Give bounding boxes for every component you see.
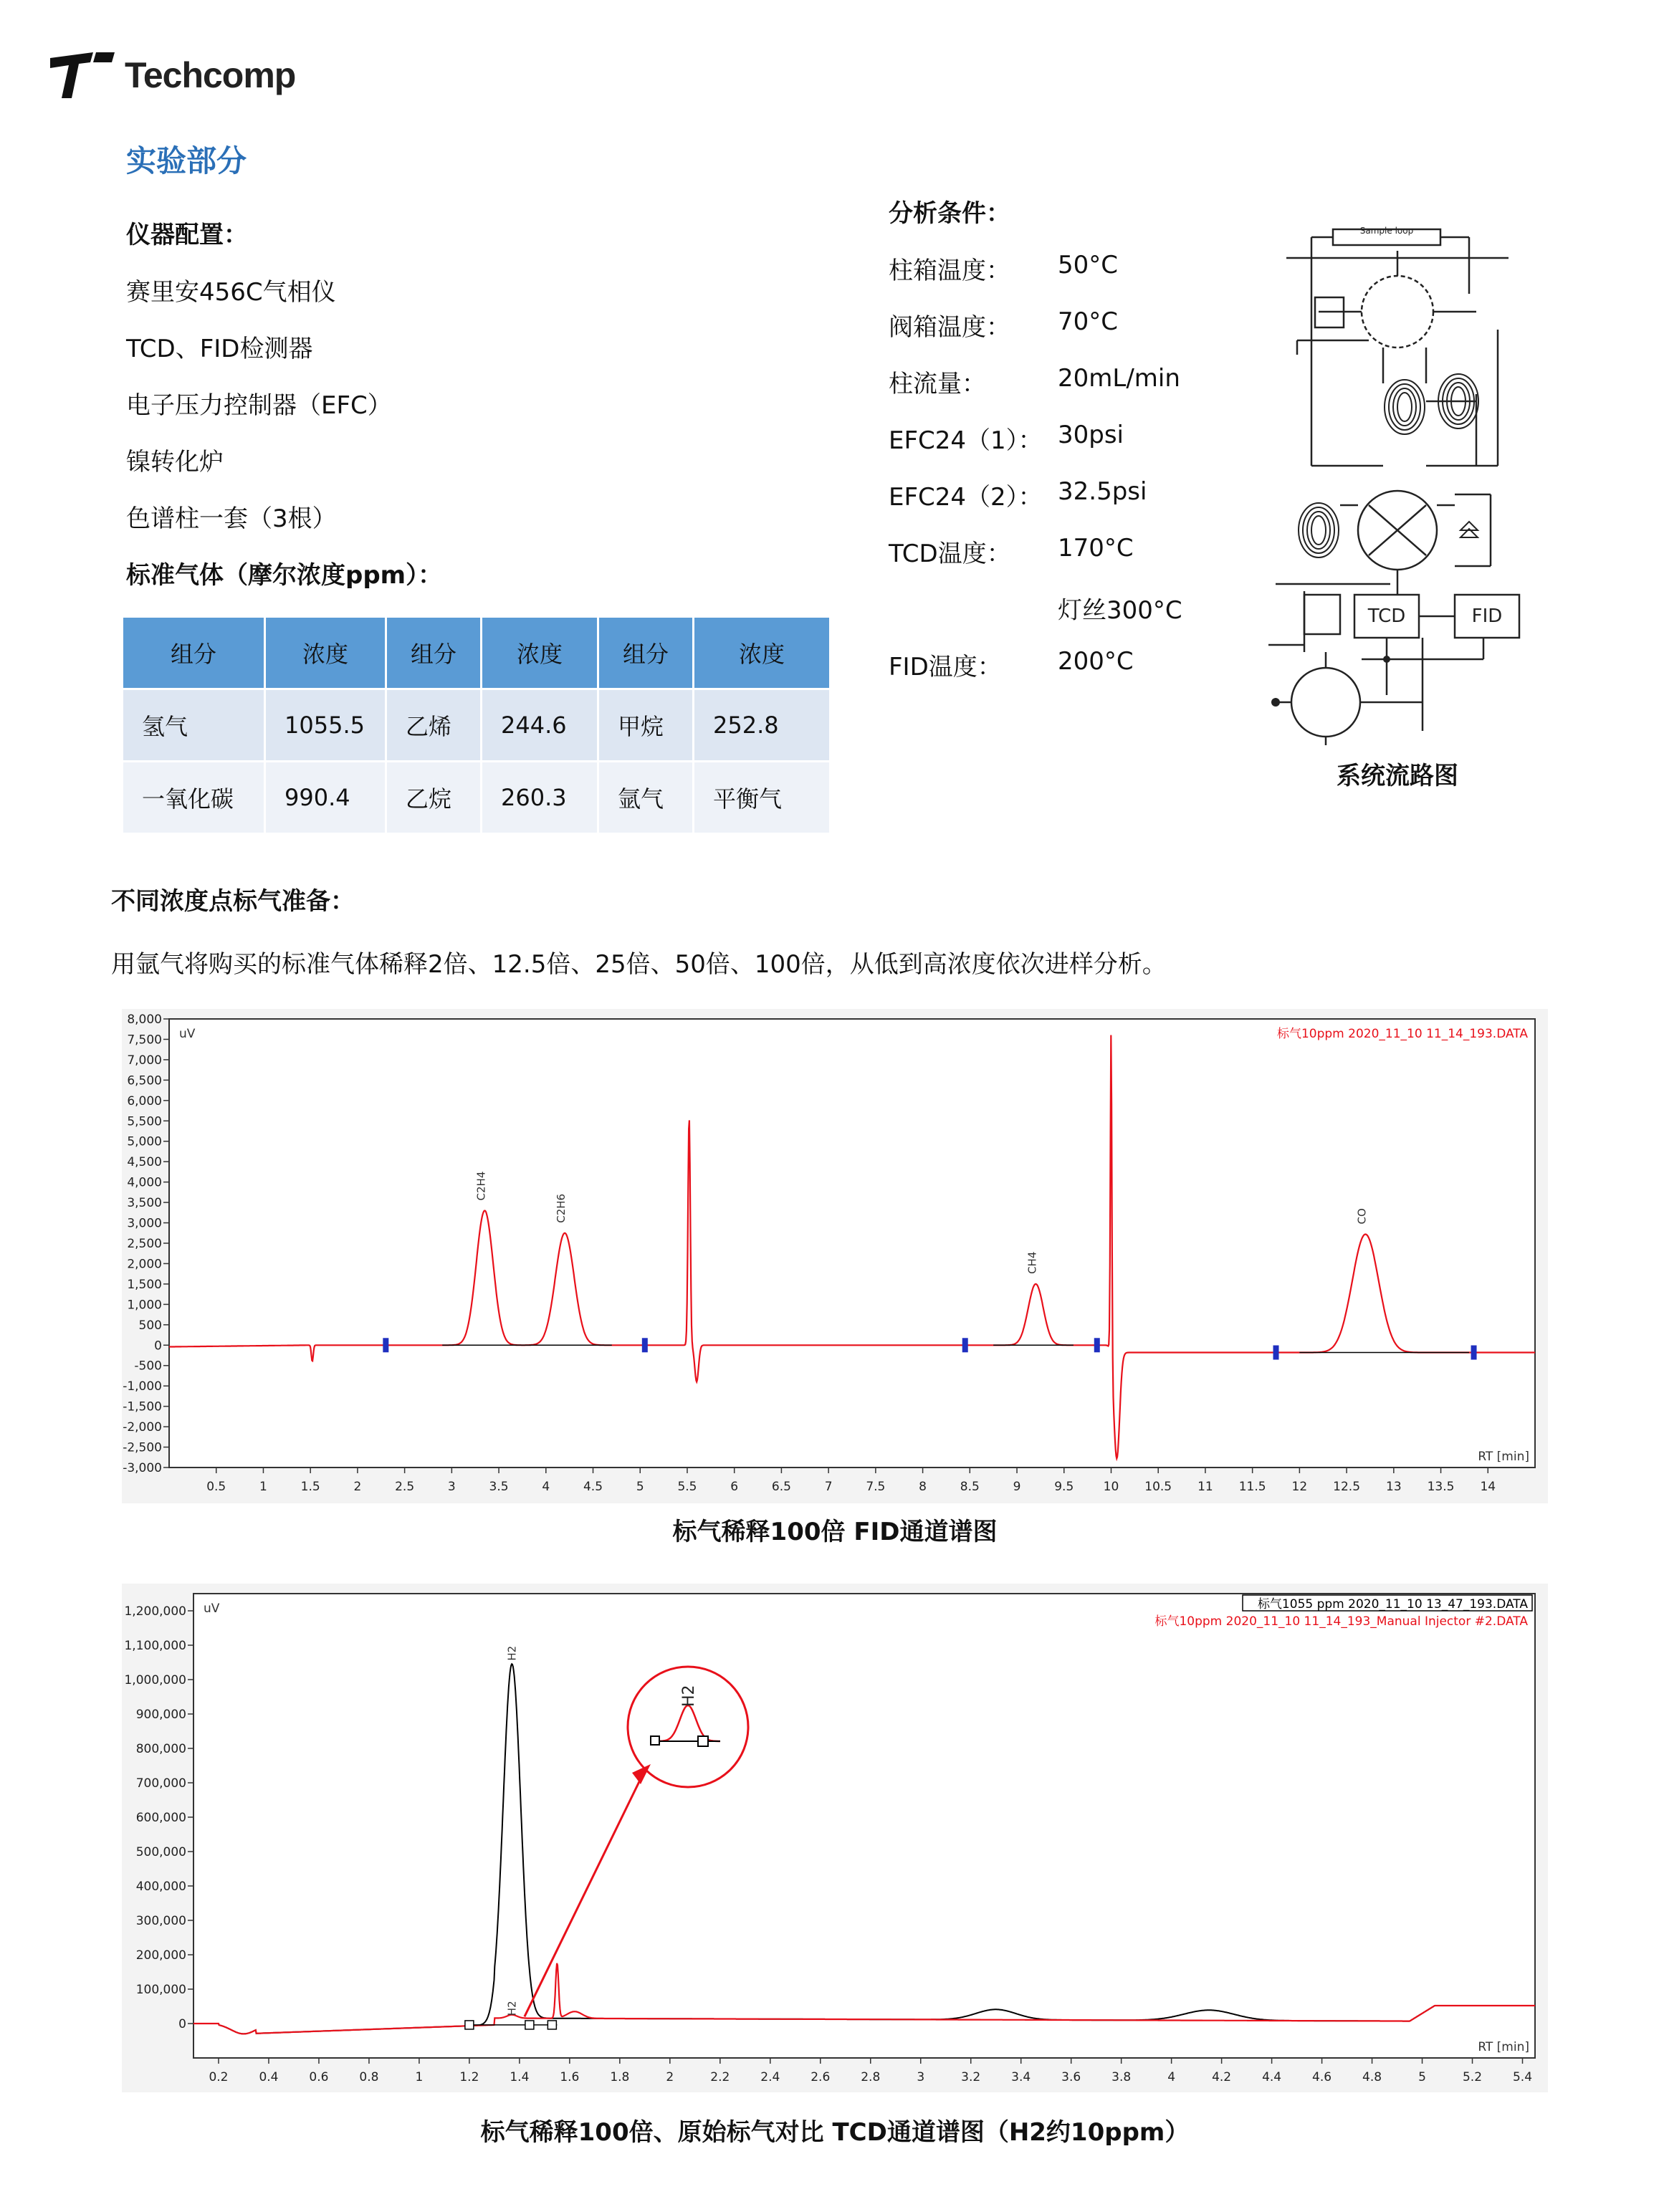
peak-window-marker bbox=[642, 1338, 648, 1352]
flow-diagram-caption: 系统流路图 bbox=[1337, 762, 1458, 790]
x-tick-label: 1.2 bbox=[459, 2070, 479, 2084]
rt-axis-label: RT [min] bbox=[1478, 1450, 1529, 1464]
y-tick-label: 900,000 bbox=[135, 1708, 186, 1722]
table-cell: 990.4 bbox=[265, 762, 386, 834]
std-gas-table bbox=[123, 618, 831, 835]
y-tick-label: 7,000 bbox=[127, 1053, 162, 1068]
instrument-item: 电子压力控制器（EFC） bbox=[126, 391, 392, 420]
y-tick-label: 4,000 bbox=[127, 1175, 162, 1190]
x-tick-label: 7 bbox=[824, 1480, 833, 1494]
fid-chart-caption: 标气稀释100倍 FID通道谱图 bbox=[672, 1518, 998, 1546]
table-cell: 乙烷 bbox=[386, 762, 482, 834]
table-cell: 平衡气 bbox=[694, 762, 831, 834]
x-tick-label: 4.2 bbox=[1212, 2070, 1232, 2084]
x-tick-label: 13 bbox=[1386, 1480, 1402, 1494]
y-tick-label: 2,000 bbox=[127, 1257, 162, 1272]
y-tick-label: 3,500 bbox=[127, 1196, 162, 1211]
system-flow-diagram bbox=[1261, 222, 1548, 745]
table-cell: 乙烯 bbox=[386, 689, 482, 762]
x-tick-label: 9.5 bbox=[1054, 1480, 1074, 1494]
y-tick-label: -2,500 bbox=[123, 1440, 162, 1455]
x-tick-label: 14 bbox=[1480, 1480, 1496, 1494]
table-cell: 260.3 bbox=[482, 762, 598, 834]
instrument-item: 色谱柱一套（3根） bbox=[126, 504, 337, 533]
x-tick-label: 12 bbox=[1291, 1480, 1308, 1494]
x-tick-label: 3.8 bbox=[1111, 2070, 1132, 2084]
y-tick-label: 8,000 bbox=[127, 1012, 162, 1027]
x-tick-label: 7.5 bbox=[866, 1480, 886, 1494]
x-tick-label: 0.4 bbox=[259, 2070, 279, 2084]
table-header-cell: 组分 bbox=[598, 618, 694, 689]
x-tick-label: 11 bbox=[1197, 1480, 1213, 1494]
condition-row bbox=[889, 421, 1182, 477]
plot-area bbox=[193, 1594, 1535, 2058]
condition-label: 柱箱温度： bbox=[889, 257, 1010, 285]
x-tick-label: 2.2 bbox=[710, 2070, 730, 2084]
condition-label bbox=[889, 590, 1058, 647]
table-cell: 氢气 bbox=[123, 689, 265, 762]
x-tick-label: 1.5 bbox=[300, 1480, 320, 1494]
peak-window-marker bbox=[548, 2021, 556, 2029]
brand-logo bbox=[50, 50, 295, 100]
x-tick-label: 6.5 bbox=[771, 1480, 791, 1494]
section-title: 实验部分 bbox=[126, 143, 247, 178]
instrument-item: 镍转化炉 bbox=[126, 448, 224, 477]
y-tick-label: 5,000 bbox=[127, 1134, 162, 1149]
condition-value: 170°C bbox=[1058, 534, 1134, 562]
y-tick-label: 4,500 bbox=[127, 1155, 162, 1170]
x-tick-label: 1.6 bbox=[560, 2070, 580, 2084]
y-tick-label: 400,000 bbox=[135, 1880, 186, 1894]
y-tick-label: -1,000 bbox=[123, 1379, 162, 1394]
peak-window-marker bbox=[525, 2021, 534, 2029]
condition-label: EFC24（2）： bbox=[889, 483, 1043, 512]
table-header-cell: 组分 bbox=[123, 618, 265, 689]
x-tick-label: 3.5 bbox=[489, 1480, 509, 1494]
peak-label: H2 bbox=[505, 2001, 519, 2016]
x-tick-label: 4.5 bbox=[583, 1480, 603, 1494]
y-tick-label: 3,000 bbox=[127, 1216, 162, 1231]
table-row bbox=[123, 689, 831, 762]
table-header-cell: 组分 bbox=[386, 618, 482, 689]
y-tick-label: 200,000 bbox=[135, 1948, 186, 1963]
x-tick-label: 3 bbox=[447, 1480, 456, 1494]
x-tick-label: 0.2 bbox=[209, 2070, 229, 2084]
y-tick-label: 0 bbox=[154, 1339, 162, 1354]
y-tick-label: 600,000 bbox=[135, 1811, 186, 1825]
x-tick-label: 1.4 bbox=[510, 2070, 530, 2084]
y-tick-label: 1,200,000 bbox=[124, 1604, 186, 1619]
y-tick-label: 6,500 bbox=[127, 1073, 162, 1088]
table-header-cell: 浓度 bbox=[482, 618, 598, 689]
condition-label: 阀箱温度： bbox=[889, 313, 1010, 342]
table-row bbox=[123, 762, 831, 834]
x-tick-label: 5 bbox=[1418, 2070, 1426, 2084]
table-cell: 252.8 bbox=[694, 689, 831, 762]
x-tick-label: 1 bbox=[259, 1480, 267, 1494]
y-tick-label: 700,000 bbox=[135, 1776, 186, 1791]
x-tick-label: 2.5 bbox=[395, 1480, 415, 1494]
condition-value: 200°C bbox=[1058, 647, 1134, 676]
x-tick-label: 2.6 bbox=[811, 2070, 831, 2084]
brand-name: Techcomp bbox=[125, 55, 296, 95]
sample-loop-label: Sample loop bbox=[1359, 226, 1414, 236]
y-tick-label: 100,000 bbox=[135, 1983, 186, 1997]
x-tick-label: 4.6 bbox=[1312, 2070, 1332, 2084]
x-tick-label: 11.5 bbox=[1238, 1480, 1266, 1494]
fid-chart-container bbox=[122, 1009, 1548, 1503]
tcd-label: TCD bbox=[1367, 605, 1406, 627]
zoom-inset-marker bbox=[651, 1736, 659, 1745]
x-tick-label: 3.4 bbox=[1011, 2070, 1031, 2084]
dilution-title: 不同浓度点标气准备： bbox=[111, 887, 355, 916]
x-tick-label: 1.8 bbox=[610, 2070, 630, 2084]
zoom-inset-peak-label: H2 bbox=[680, 1685, 698, 1707]
y-unit-label: uV bbox=[204, 1601, 220, 1616]
y-tick-label: 500 bbox=[138, 1318, 162, 1333]
peak-window-marker bbox=[1471, 1346, 1477, 1360]
peak-label: C2H4 bbox=[474, 1171, 488, 1201]
y-tick-label: 6,000 bbox=[127, 1093, 162, 1109]
x-tick-label: 5.4 bbox=[1512, 2070, 1533, 2084]
zoom-inset-marker bbox=[698, 1736, 708, 1746]
peak-label: CO bbox=[1355, 1208, 1369, 1225]
table-cell: 244.6 bbox=[482, 689, 598, 762]
y-tick-label: 7,500 bbox=[127, 1033, 162, 1048]
condition-value: 32.5psi bbox=[1058, 477, 1147, 506]
instrument-item: TCD、FID检测器 bbox=[126, 335, 313, 363]
x-tick-label: 8.5 bbox=[960, 1480, 980, 1494]
peak-window-marker bbox=[465, 2021, 474, 2029]
condition-row bbox=[889, 307, 1182, 364]
std-gas-title: 标准气体（摩尔浓度ppm）： bbox=[126, 561, 443, 590]
x-tick-label: 3 bbox=[917, 2070, 925, 2084]
instrument-item: 赛里安456C气相仪 bbox=[126, 278, 336, 307]
y-tick-label: 800,000 bbox=[135, 1742, 186, 1756]
x-tick-label: 4 bbox=[1167, 2070, 1176, 2084]
fid-chromatogram bbox=[122, 1009, 1548, 1503]
table-header-cell: 浓度 bbox=[694, 618, 831, 689]
tcd-file-label-2: 标气10ppm 2020_11_10 11_14_193_Manual Injector #2.DATA bbox=[1154, 1614, 1528, 1629]
x-tick-label: 10 bbox=[1103, 1480, 1119, 1494]
peak-label: H2 bbox=[505, 1645, 519, 1661]
peak-window-marker bbox=[1094, 1338, 1100, 1352]
x-tick-label: 2 bbox=[353, 1480, 362, 1494]
x-tick-label: 3.2 bbox=[961, 2070, 981, 2084]
x-tick-label: 4.4 bbox=[1262, 2070, 1282, 2084]
x-tick-label: 5 bbox=[636, 1480, 644, 1494]
condition-row bbox=[889, 647, 1182, 704]
y-tick-label: 5,500 bbox=[127, 1114, 162, 1129]
peak-window-marker bbox=[962, 1338, 968, 1352]
x-tick-label: 2 bbox=[666, 2070, 674, 2084]
x-tick-label: 5.5 bbox=[677, 1480, 697, 1494]
x-tick-label: 0.5 bbox=[206, 1480, 226, 1494]
tcd-chart-container bbox=[122, 1584, 1548, 2092]
x-tick-label: 0.8 bbox=[359, 2070, 379, 2084]
x-tick-label: 1 bbox=[415, 2070, 424, 2084]
fid-label: FID bbox=[1471, 605, 1503, 627]
x-tick-label: 4.8 bbox=[1362, 2070, 1382, 2084]
condition-value: 灯丝300°C bbox=[1058, 596, 1182, 625]
y-tick-label: -2,000 bbox=[123, 1420, 162, 1435]
x-tick-label: 2.8 bbox=[861, 2070, 881, 2084]
condition-value: 50°C bbox=[1058, 251, 1119, 279]
condition-value: 70°C bbox=[1058, 307, 1119, 336]
x-tick-label: 2.4 bbox=[760, 2070, 780, 2084]
condition-row bbox=[889, 590, 1182, 647]
tcd-chromatogram bbox=[122, 1584, 1548, 2092]
condition-row bbox=[889, 251, 1182, 307]
table-cell: 一氧化碳 bbox=[123, 762, 265, 834]
fid-file-label: 标气10ppm 2020_11_10 11_14_193.DATA bbox=[1276, 1027, 1528, 1041]
condition-row bbox=[889, 364, 1182, 421]
tcd-file-label-1: 标气1055 ppm 2020_11_10 13_47_193.DATA bbox=[1257, 1597, 1528, 1612]
condition-label: EFC24（1）： bbox=[889, 426, 1043, 455]
peak-label: CH4 bbox=[1025, 1251, 1039, 1274]
x-tick-label: 12.5 bbox=[1333, 1480, 1361, 1494]
y-tick-label: 500,000 bbox=[135, 1845, 186, 1859]
instruments-title: 仪器配置： bbox=[126, 221, 248, 249]
x-tick-label: 10.5 bbox=[1144, 1480, 1172, 1494]
conditions-list bbox=[889, 251, 1182, 704]
condition-label: 柱流量： bbox=[889, 370, 986, 398]
peak-window-marker bbox=[1273, 1346, 1279, 1360]
table-cell: 甲烷 bbox=[598, 689, 694, 762]
x-tick-label: 6 bbox=[730, 1480, 739, 1494]
table-header-row bbox=[123, 618, 831, 689]
y-tick-label: 1,100,000 bbox=[124, 1639, 186, 1653]
tcd-chart-caption: 标气稀释100倍、原始标气对比 TCD通道谱图（H2约10ppm） bbox=[480, 2118, 1190, 2147]
y-tick-label: 1,000,000 bbox=[124, 1673, 186, 1687]
condition-value: 30psi bbox=[1058, 421, 1124, 449]
condition-row bbox=[889, 534, 1182, 590]
techcomp-logo-icon bbox=[50, 52, 115, 98]
peak-label: C2H6 bbox=[555, 1193, 568, 1223]
y-tick-label: -3,000 bbox=[123, 1461, 162, 1475]
table-cell: 氩气 bbox=[598, 762, 694, 834]
table-header-cell: 浓度 bbox=[265, 618, 386, 689]
y-tick-label: -500 bbox=[134, 1359, 162, 1374]
x-tick-label: 13.5 bbox=[1427, 1480, 1455, 1494]
y-tick-label: 300,000 bbox=[135, 1914, 186, 1928]
condition-label: FID温度： bbox=[889, 653, 1002, 681]
condition-label: TCD温度： bbox=[889, 540, 1011, 568]
y-tick-label: 1,500 bbox=[127, 1277, 162, 1292]
table-cell: 1055.5 bbox=[265, 689, 386, 762]
x-tick-label: 9 bbox=[1013, 1480, 1021, 1494]
y-unit-label: uV bbox=[179, 1027, 196, 1041]
x-tick-label: 3.6 bbox=[1061, 2070, 1081, 2084]
x-tick-label: 8 bbox=[919, 1480, 927, 1494]
y-tick-label: 1,000 bbox=[127, 1298, 162, 1313]
peak-window-marker bbox=[383, 1338, 388, 1352]
plot-area bbox=[169, 1019, 1535, 1468]
x-tick-label: 0.6 bbox=[309, 2070, 329, 2084]
x-tick-label: 5.2 bbox=[1462, 2070, 1483, 2084]
y-tick-label: -1,500 bbox=[123, 1399, 162, 1414]
conditions-title: 分析条件： bbox=[889, 199, 1010, 228]
x-tick-label: 4 bbox=[542, 1480, 550, 1494]
condition-row bbox=[889, 477, 1182, 534]
condition-value: 20mL/min bbox=[1058, 364, 1180, 393]
rt-axis-label: RT [min] bbox=[1478, 2040, 1529, 2054]
y-tick-label: 0 bbox=[178, 2017, 186, 2031]
dilution-text: 用氩气将购买的标准气体稀释2倍、12.5倍、25倍、50倍、100倍，从低到高浓度依次进样分析。 bbox=[111, 950, 1167, 979]
y-tick-label: 2,500 bbox=[127, 1237, 162, 1251]
